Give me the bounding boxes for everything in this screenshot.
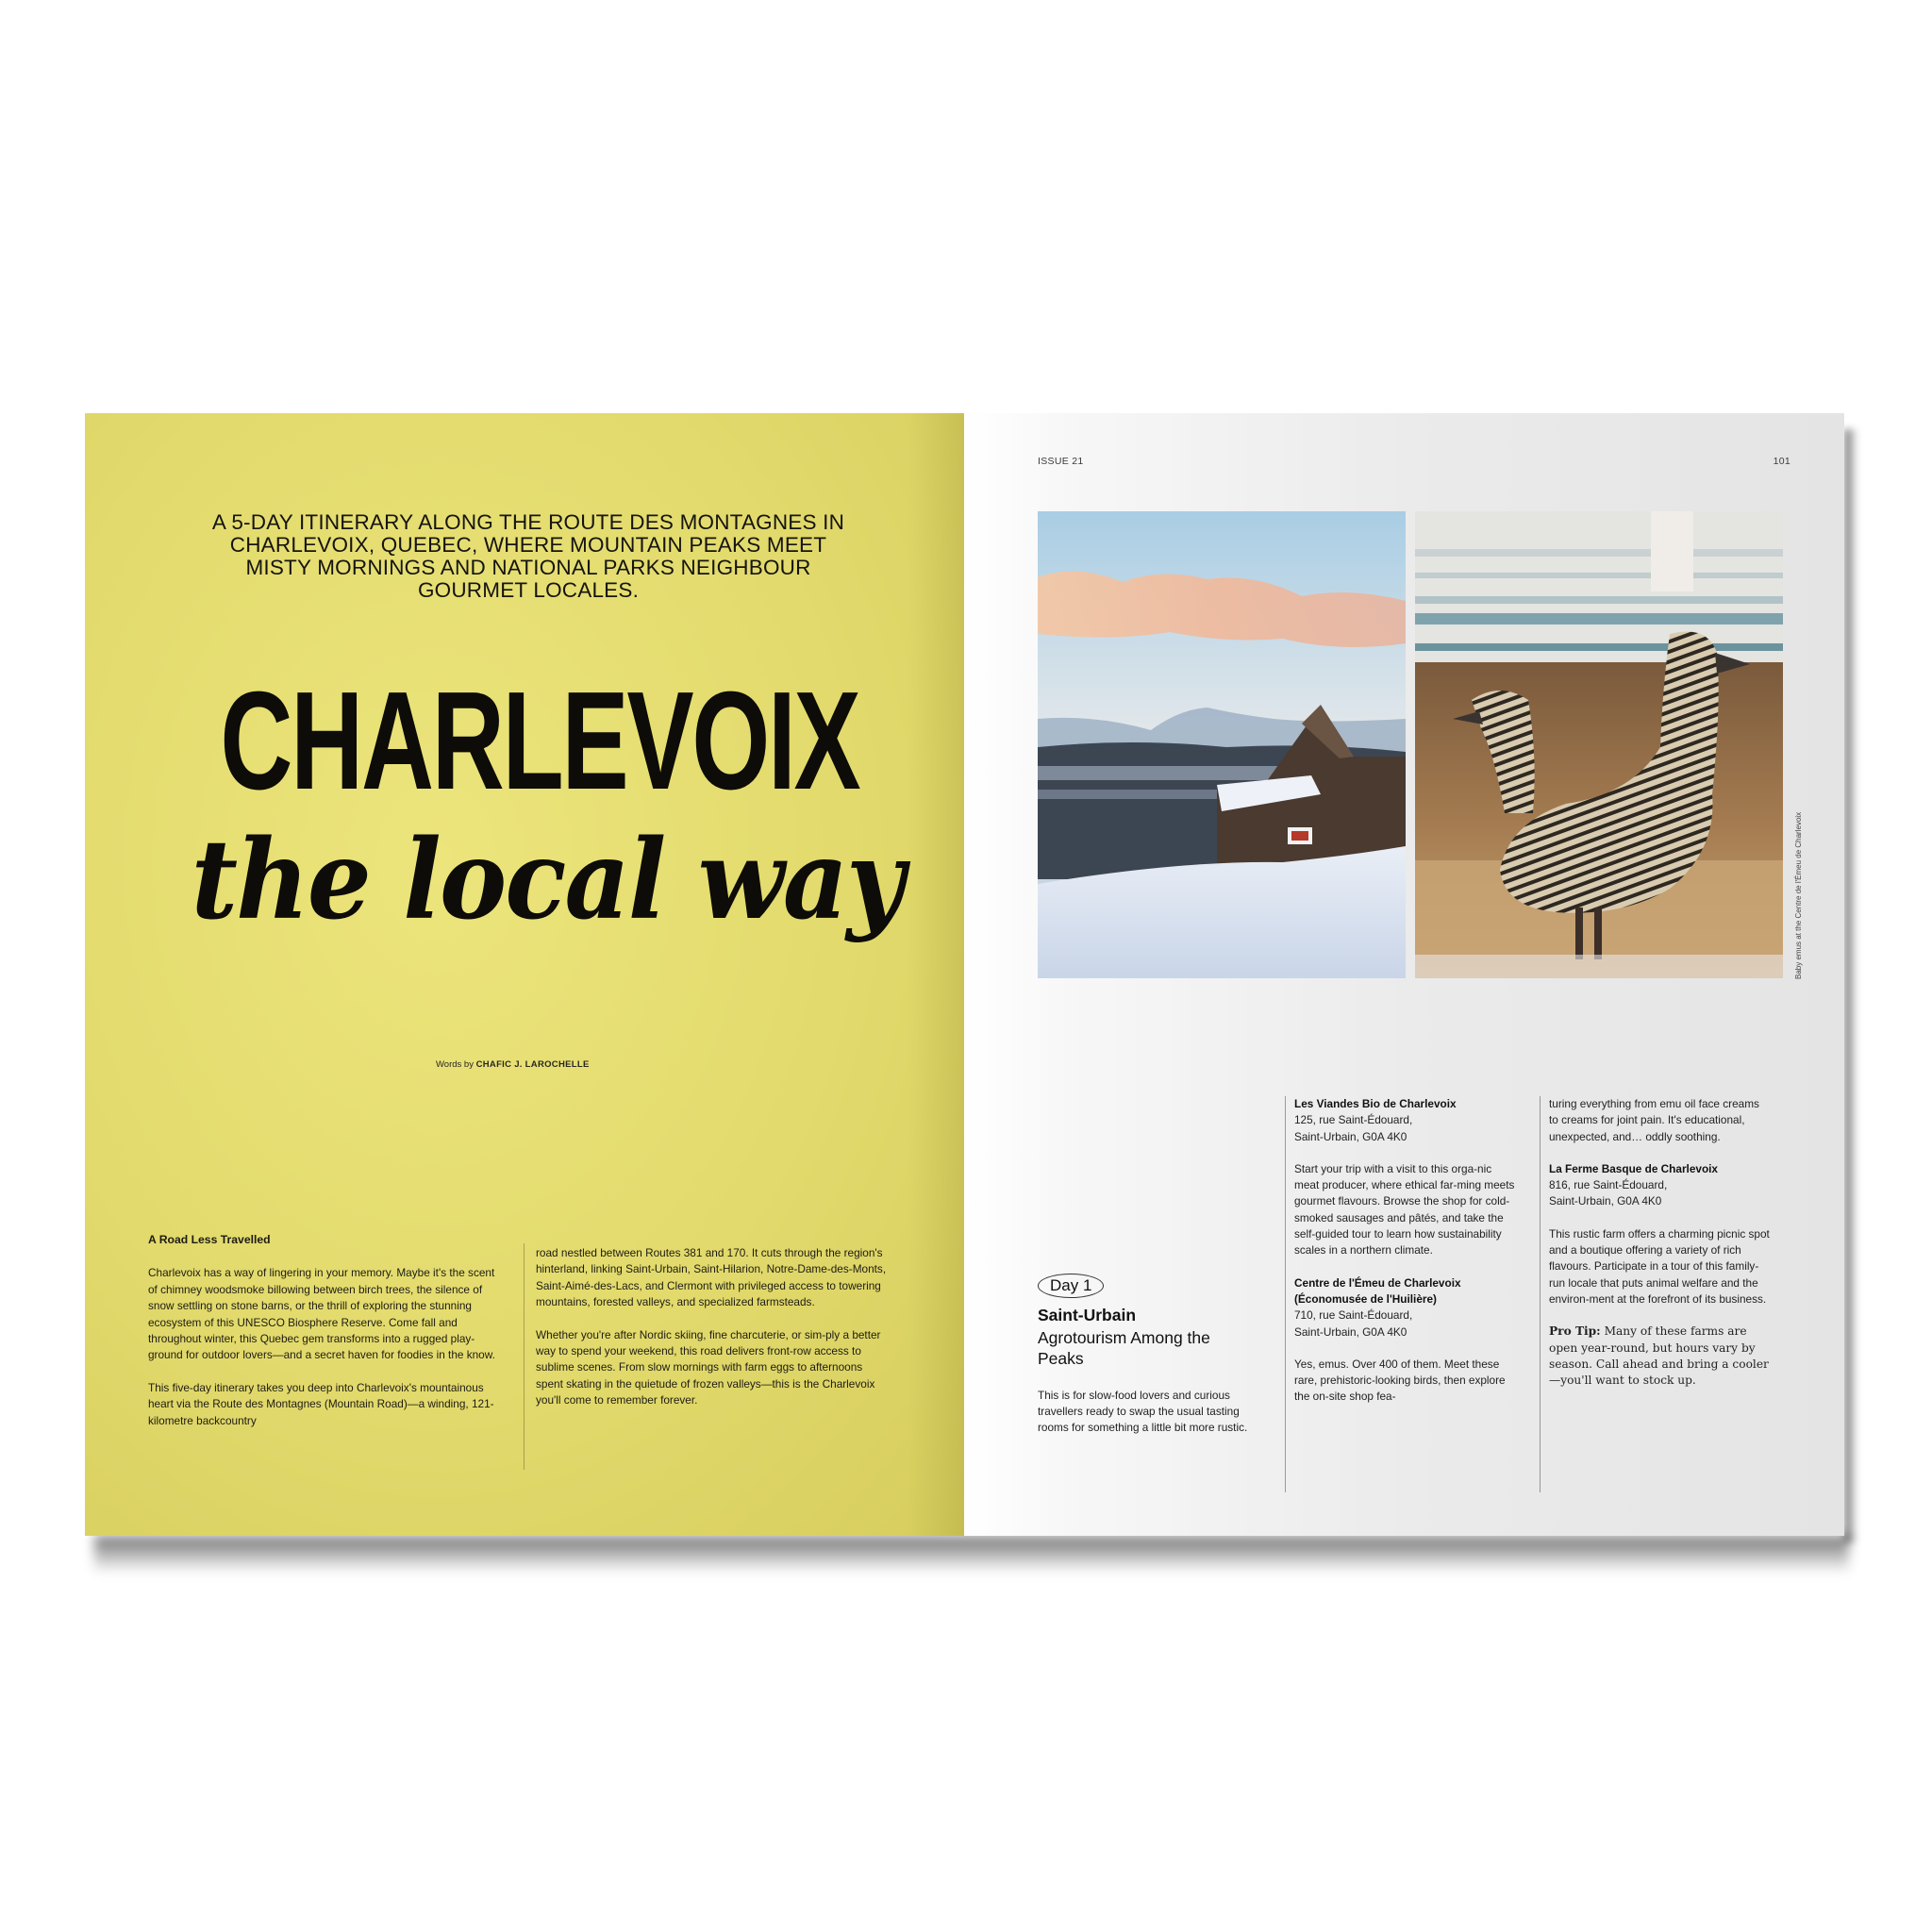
paragraph: Whether you're after Nordic skiing, fine charcuterie, or sim-ply a better way to spend your weekend, this road delivers front-row access to sublime scenes. From slow mornings with farm eggs to afternoons spent skating in the quietude of frozen valleys—this is the Charlevoix you'll come to remember forever. [536,1327,881,1407]
article-title: CHARLEVOIX [220,663,859,819]
page-number: 101 [1773,456,1790,467]
venue-address: Saint-Urbain, G0A 4K0 [1294,1324,1407,1339]
byline-prefix: Words by [436,1059,474,1070]
left-page [85,413,964,1536]
pro-tip-label: Pro Tip: [1549,1324,1601,1339]
venue-address: 125, rue Saint-Édouard, [1294,1113,1413,1127]
right-page [964,413,1844,1536]
body-column-1 [148,1232,503,1445]
column-divider [1285,1096,1286,1492]
page-drop-shadow [94,1536,1849,1574]
venue-address: Saint-Urbain, G0A 4K0 [1294,1129,1407,1143]
paragraph: Charlevoix has a way of lingering in your memory. Maybe it's the scent of chimney woodsmoke billowing between birch trees, the silence of snow settling on stone barns, or the thrill of exploring the stunning ecosystem of this UNESCO Biosphere Reserve. Come fall and throughout winter, this Quebec gem transforms into a rugged play-ground for outdoor lovers—and a secret haven for foodies in the know. [148,1266,495,1362]
photo-caption: Baby emus at the Centre de l'Émeu de Charlevoix [1794,811,1803,979]
paragraph: This five-day itinerary takes you deep into Charlevoix's mountainous heart via the Route des Montagnes (Mountain Road)—a winding, 121-kilometre backcountry [148,1380,494,1427]
deck-text: A 5-DAY ITINERARY ALONG THE ROUTE DES MONTAGNES IN CHARLEVOIX, QUEBEC, WHERE MOUNTAIN PEAKS MEET MISTY MORNINGS AND NATIONAL PARKS NEIGHBOUR GOURMET LOCALES. [211,510,845,602]
venue-column-1 [1294,1096,1517,1422]
venue-address: 816, rue Saint-Édouard, [1549,1178,1668,1192]
day-place: Saint-Urbain [1038,1306,1137,1324]
venue-name: Centre de l'Émeu de Charlevoix (Économusée de l'Huilière) [1294,1275,1461,1306]
pro-tip [1549,1324,1772,1389]
photo-winter-barn [1038,511,1406,978]
section-heading: A Road Less Travelled [148,1233,271,1246]
page-edge-shadow [1844,429,1857,1542]
photo-baby-emus [1415,511,1783,978]
issue-label: ISSUE 21 [1038,456,1084,467]
byline-author: CHAFIC J. LAROCHELLE [475,1059,590,1070]
body-column-2 [536,1245,891,1425]
day-badge: Day 1 [1038,1274,1104,1298]
venue-name: Les Viandes Bio de Charlevoix [1294,1097,1457,1110]
byline [436,1059,590,1070]
venue-address: Saint-Urbain, G0A 4K0 [1549,1194,1662,1208]
venue-name: La Ferme Basque de Charlevoix [1549,1161,1718,1175]
venue-description: This rustic farm offers a charming picnic spot and a boutique offering a variety of rich flavours. Participate in a tour of this family-run locale that puts animal welfare and the environ-ment at the forefront of its business. [1549,1226,1770,1306]
day-intro: This is for slow-food lovers and curious travellers ready to swap the usual tasting rooms for something a little bit more rustic. [1038,1389,1248,1434]
venue-description: Start your trip with a visit to this orga-nic meat producer, where ethical far-ming meets gourmet flavours. Browse the shop for cold-smoked sausages and pâtés, and take the self-guided tour to learn how sustainability scales in a northern climate. [1294,1161,1515,1257]
venue-address: 710, rue Saint-Édouard, [1294,1308,1413,1323]
article-subtitle: the local way [191,816,904,944]
column-divider [1540,1096,1541,1492]
day-title: Agrotourism Among the Peaks [1038,1328,1210,1368]
venue-column-2 [1549,1096,1772,1405]
paragraph: road nestled between Routes 381 and 170. It cuts through the region's hinterland, linking Saint-Urbain, Saint-Hilarion, Notre-Dame-des-Monts, Saint-Aimé-des-Lacs, and Clermont with privileged access to towering mountains, forested valleys, and specialized farmsteads. [536,1246,887,1309]
venue-description: Yes, emus. Over 400 of them. Meet these rare, prehistoric-looking birds, then explore the on-site shop fea- [1294,1357,1506,1404]
column-divider [524,1243,525,1470]
pro-tip-text: Many of these farms are open year-round, but hours vary by season. Call ahead and bring a cooler—you'll want to stock up. [1549,1324,1769,1388]
venue-description: turing everything from emu oil face creams to creams for joint pain. It's educational, unexpected, and… oddly soothing. [1549,1097,1759,1143]
